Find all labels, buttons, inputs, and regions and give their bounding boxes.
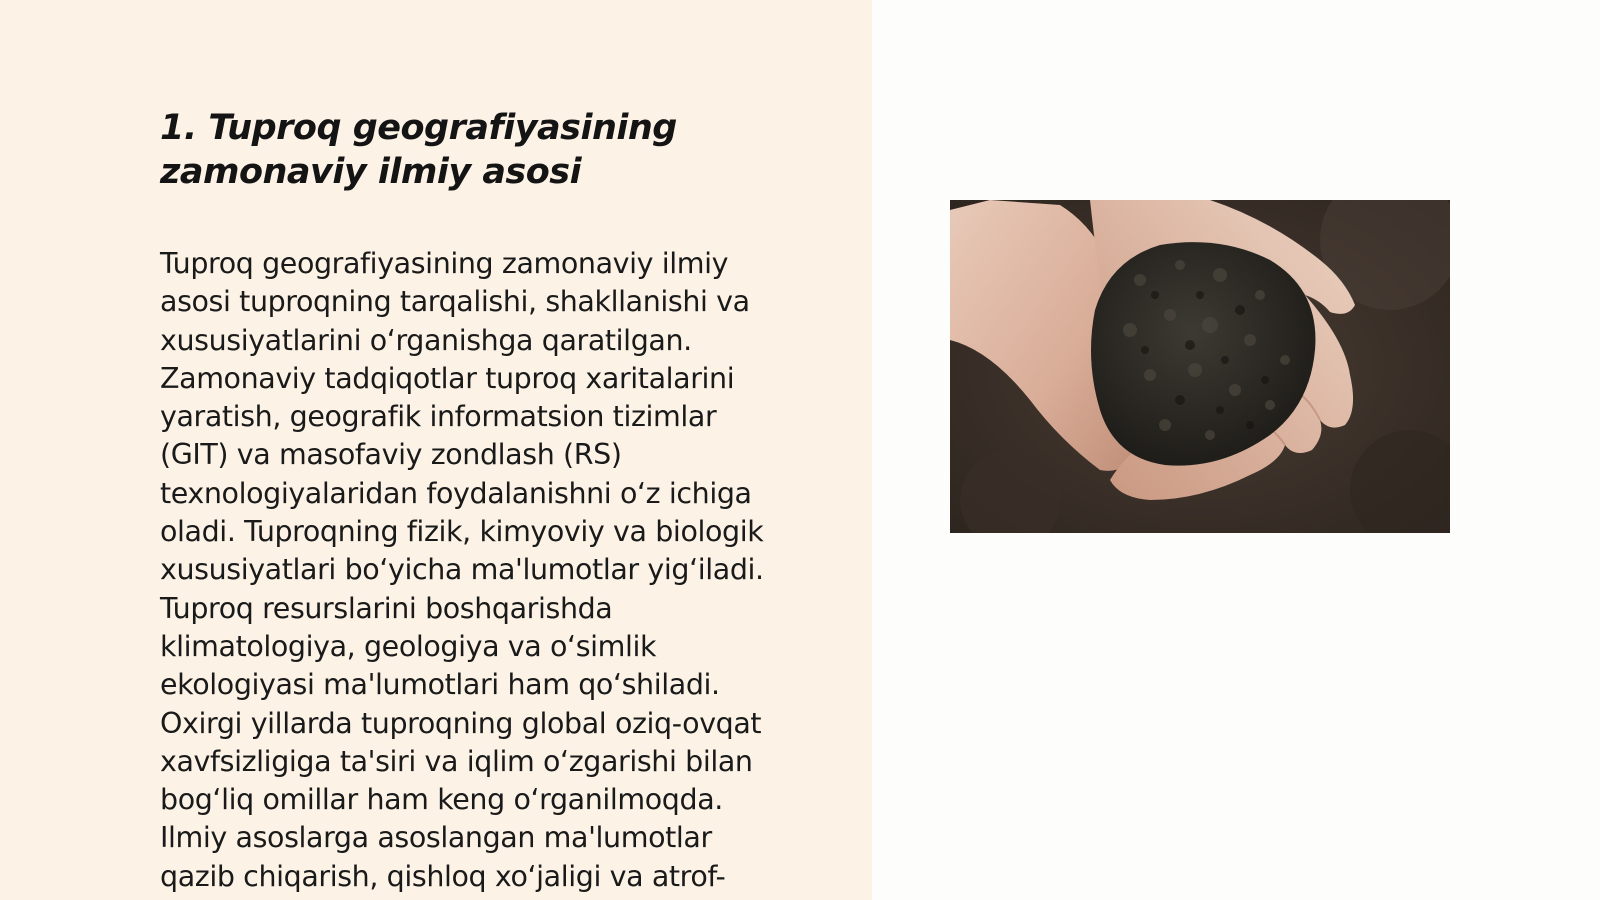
soil-in-hands-photo [950, 200, 1450, 533]
slide-title: 1. Tuproq geografiyasining zamonaviy ilmiy asosi [160, 108, 677, 192]
slide-body-text: Tuproq geografiyasining zamonaviy ilmiy asosi tuproqning tarqalishi, shakllanishi va xususiyatlarini o‘rganishga qaratilgan. Zamonaviy tadqiqotlar tuproq xaritalarini yaratish, geografik informatsion tizimlar (GIT) va masofaviy zondlash (RS) texnologiyalaridan foydalanishni o‘z ichiga oladi. Tuproqning fizik, kimyoviy va biologik xususiyatlari bo‘yicha ma'lumotlar yig‘iladi. Tuproq resurslarini boshqarishda klimatologiya, geologiya va o‘simlik ekologiyasi ma'lumotlari ham qo‘shiladi. Oxirgi yillarda tuproqning global oziq-ovqat xavfsizligiga ta'siri va iqlim o‘zgarishi bilan bog‘liq omillar ham keng o‘rganilmoqda. Ilmiy asoslarga asoslangan ma'lumotlar qazib chiqarish, qishloq xo‘jaligi va atrof- [160, 247, 764, 893]
